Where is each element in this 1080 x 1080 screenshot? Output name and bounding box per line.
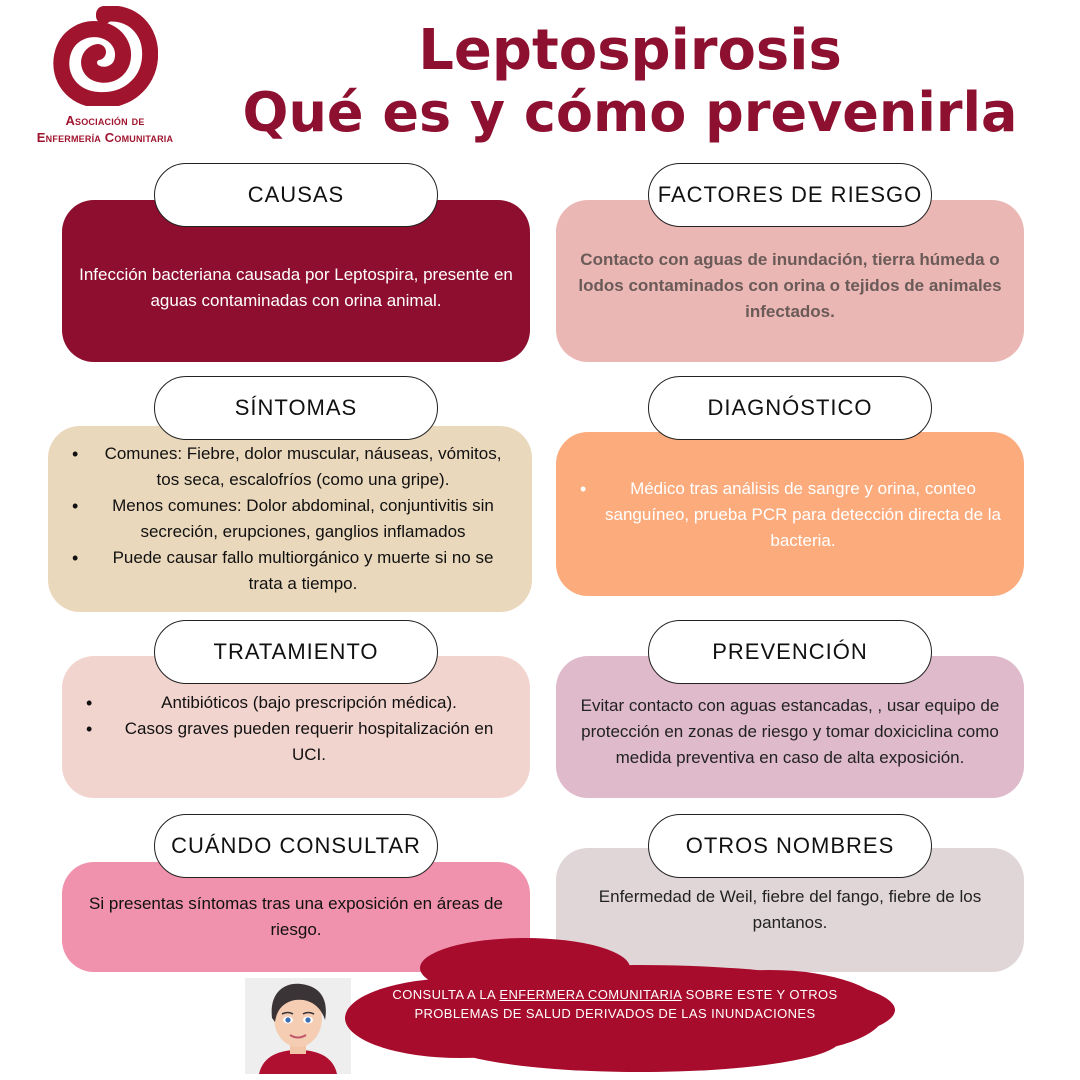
- factores-header: FACTORES DE RIESGO: [648, 163, 932, 227]
- tratamiento-list: [72, 672, 520, 768]
- factores-text: Contacto con aguas de inundación, tierra húmeda o lodos contaminados con orina o tejidos de animales infectados.: [578, 250, 1002, 321]
- list-item: • Casos graves pueden requerir hospitalización en UCI.: [108, 716, 510, 768]
- list-item: • Médico tras análisis de sangre y orina, conteo sanguíneo, prueba PCR para detección directa de la bacteria.: [602, 476, 1004, 554]
- title-line-2: Qué es y cómo prevenirla: [242, 81, 1018, 144]
- diagnostico-header: DIAGNÓSTICO: [648, 376, 932, 440]
- list-item: • Comunes: Fiebre, dolor muscular, náuseas, vómitos, tos seca, escalofríos (como una gripe).: [94, 441, 512, 493]
- list-item: • Menos comunes: Dolor abdominal, conjuntivitis sin secreción, erupciones, ganglios inflamados: [94, 493, 512, 545]
- nurse-avatar-icon: [245, 978, 351, 1074]
- diagnostico-list: [566, 432, 1014, 554]
- causas-header: CAUSAS: [154, 163, 438, 227]
- footer-message: [355, 985, 875, 1023]
- tratamiento-header: TRATAMIENTO: [154, 620, 438, 684]
- otros-header: OTROS NOMBRES: [648, 814, 932, 878]
- prevencion-header: PREVENCIÓN: [648, 620, 932, 684]
- logo-line-2: Enfermería Comunitaria: [36, 130, 174, 145]
- list-item: • Puede causar fallo multiorgánico y muerte si no se trata a tiempo.: [94, 545, 512, 597]
- logo-line-1: Asociación de: [65, 113, 145, 128]
- title-line-1: Leptospirosis: [418, 18, 842, 83]
- footer-text-pre: CONSULTA A LA: [392, 987, 500, 1002]
- cuando-header: CUÁNDO CONSULTAR: [154, 814, 438, 878]
- sintomas-card: [48, 426, 532, 612]
- footer-text-post: SOBRE ESTE Y OTROS PROBLEMAS DE SALUD DERIVADOS DE LAS INUNDACIONES: [414, 987, 838, 1021]
- otros-text: Enfermedad de Weil, fiebre del fango, fiebre de los pantanos.: [598, 887, 982, 932]
- list-item: • Antibióticos (bajo prescripción médica).: [108, 690, 510, 716]
- cuando-text: Si presentas síntomas tras una exposición en áreas de riesgo.: [89, 894, 503, 939]
- prevencion-text: Evitar contacto con aguas estancadas, , usar equipo de protección en zonas de riesgo y tomar doxiciclina como medida preventiva en caso de alta exposición.: [580, 696, 1000, 767]
- sintomas-list: [58, 441, 522, 597]
- diagnostico-card: [556, 432, 1024, 596]
- association-logo: [10, 6, 200, 146]
- avatar: [245, 978, 351, 1074]
- causas-text: Infección bacteriana causada por Leptospira, presente en aguas contaminadas con orina animal.: [79, 265, 513, 310]
- page-title: [195, 20, 1065, 144]
- enfermera-comunitaria-link[interactable]: ENFERMERA COMUNITARIA: [499, 987, 682, 1002]
- sintomas-header: SÍNTOMAS: [154, 376, 438, 440]
- spiral-logo-icon: [52, 6, 158, 106]
